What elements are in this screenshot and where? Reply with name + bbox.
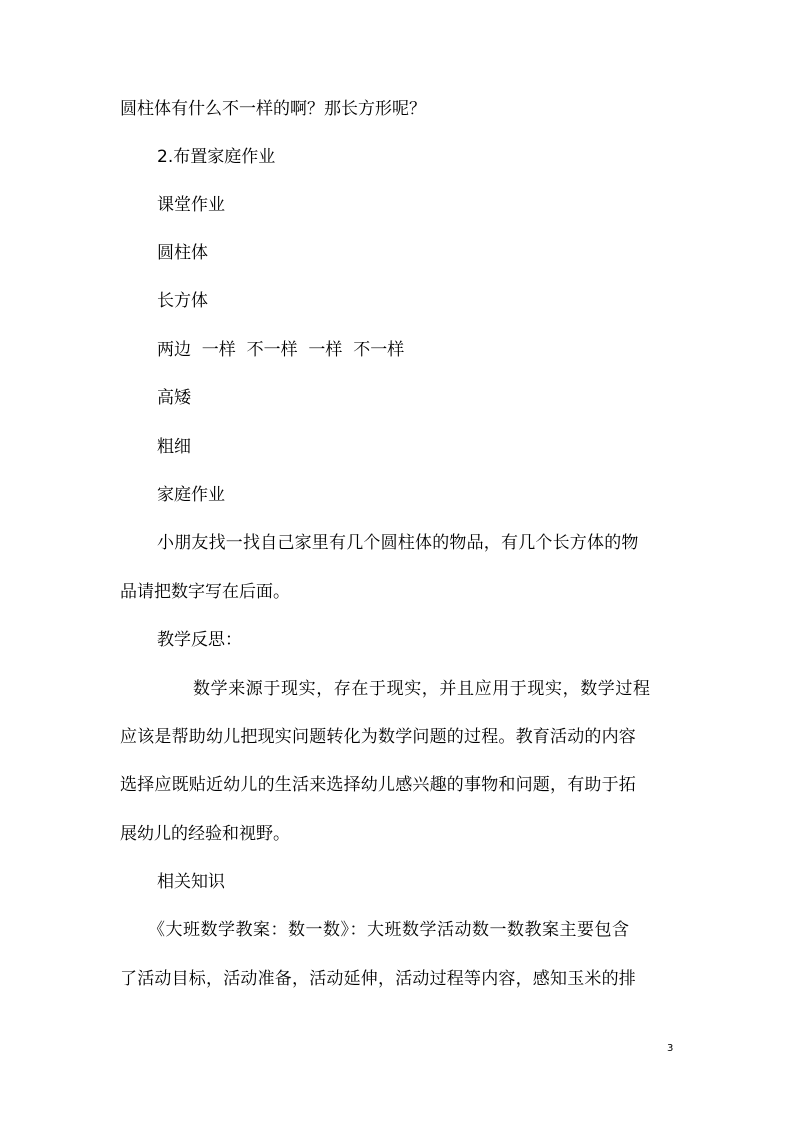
text-line: 家庭作业 [157, 485, 225, 505]
text-line: 圆柱体 [157, 243, 208, 263]
section-heading: 教学反思： [157, 630, 242, 650]
paragraph-line: 品请把数字写在后面。 [120, 582, 290, 602]
paragraph-line: 应该是帮助幼儿把现实问题转化为数学问题的过程。教育活动的内容 [120, 727, 636, 747]
text-line: 课堂作业 [157, 195, 225, 215]
text-line: 长方体 [157, 291, 208, 311]
paragraph-line: 选择应既贴近幼儿的生活来选择幼儿感兴趣的事物和问题，有助于拓 [120, 775, 636, 795]
text-line: 圆柱体有什么不一样的啊？那长方形呢？ [120, 99, 426, 119]
text-line: 粗细 [157, 437, 191, 457]
page-number: 3 [667, 1043, 674, 1054]
paragraph-line: 数学来源于现实，存在于现实，并且应用于现实，数学过程 [193, 679, 651, 699]
section-heading: 相关知识 [157, 872, 225, 892]
paragraph-line: 小朋友找一找自己家里有几个圆柱体的物品，有几个长方体的物 [157, 533, 639, 553]
paragraph-line: 了活动目标，活动准备，活动延伸，活动过程等内容，感知玉米的排 [120, 969, 636, 989]
text-line: 两边 一样 不一样 一样 不一样 [157, 340, 405, 360]
section-heading: 2.布置家庭作业 [157, 147, 276, 167]
paragraph-line: 展幼儿的经验和视野。 [120, 824, 290, 844]
paragraph-line: 《大班数学教案：数一数》：大班数学活动数一数教案主要包含 [148, 920, 630, 940]
text-line: 高矮 [157, 388, 191, 408]
